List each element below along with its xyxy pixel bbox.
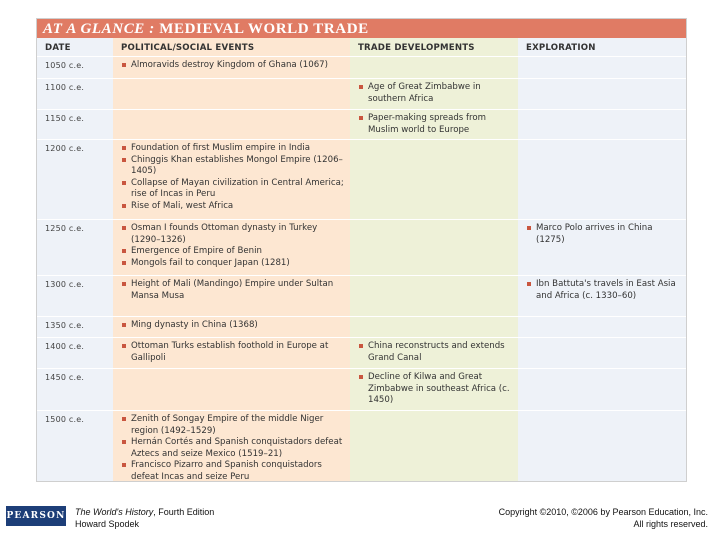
- rights-text: All rights reserved.: [633, 519, 708, 529]
- event-item: [121, 246, 346, 258]
- political-cell: [113, 317, 350, 338]
- bullet-icon: [122, 63, 126, 67]
- table-body: [37, 57, 686, 483]
- exploration-cell: [518, 57, 686, 79]
- table-row: [37, 79, 686, 110]
- event-item: [358, 113, 514, 136]
- political-cell: [113, 110, 350, 140]
- event-item: [121, 178, 346, 201]
- event-item: [358, 341, 514, 364]
- bullet-icon: [359, 344, 363, 348]
- political-cell: [113, 276, 350, 317]
- event-text: Ottoman Turks establish foothold in Europe at Gallipoli: [131, 341, 329, 363]
- date-value: 1100 c.e.: [45, 83, 85, 92]
- bullet-icon: [122, 440, 126, 444]
- event-text: Foundation of first Muslim empire in India: [131, 143, 310, 153]
- author: Howard Spodek: [75, 519, 140, 529]
- bullet-icon: [359, 116, 363, 120]
- bullet-icon: [359, 375, 363, 379]
- date-cell: [37, 110, 113, 140]
- bullet-icon: [122, 261, 126, 265]
- trade-cell: [350, 411, 518, 483]
- event-text: Emergence of Empire of Benin: [131, 246, 262, 256]
- political-cell: [113, 338, 350, 369]
- header-political: POLITICAL/SOCIAL EVENTS: [113, 38, 350, 57]
- pearson-logo: PEARSON: [6, 506, 66, 526]
- date-value: 1500 c.e.: [45, 415, 85, 424]
- event-text: Paper-making spreads from Muslim world to Europe: [368, 113, 487, 135]
- title-lead: AT A GLANCE :: [43, 21, 155, 37]
- bullet-icon: [122, 158, 126, 162]
- event-item: [121, 460, 346, 482]
- event-item: [526, 223, 682, 246]
- event-item: [121, 155, 346, 178]
- exploration-cell: [518, 110, 686, 140]
- bullet-icon: [527, 282, 531, 286]
- date-value: 1300 c.e.: [45, 280, 85, 289]
- event-item: [121, 201, 346, 213]
- table-row: [37, 110, 686, 140]
- table-row: [37, 220, 686, 276]
- bullet-icon: [122, 204, 126, 208]
- event-text: Ibn Battuta's travels in East Asia and Africa (c. 1330–60): [536, 279, 676, 301]
- table-row: [37, 140, 686, 220]
- table-row: [37, 369, 686, 411]
- header-trade: TRADE DEVELOPMENTS: [350, 38, 518, 57]
- date-cell: [37, 411, 113, 483]
- bullet-icon: [122, 463, 126, 467]
- exploration-cell: [518, 369, 686, 411]
- event-item: [526, 279, 682, 302]
- bullet-icon: [122, 226, 126, 230]
- event-text: Decline of Kilwa and Great Zimbabwe in southeast Africa (c. 1450): [368, 372, 510, 405]
- bullet-icon: [122, 249, 126, 253]
- date-value: 1450 c.e.: [45, 373, 85, 382]
- date-cell: [37, 79, 113, 110]
- event-item: [121, 60, 346, 72]
- exploration-cell: [518, 140, 686, 220]
- date-cell: [37, 317, 113, 338]
- header-date: DATE: [37, 38, 113, 57]
- bullet-icon: [359, 85, 363, 89]
- event-item: [121, 223, 346, 246]
- event-text: Rise of Mali, west Africa: [131, 200, 234, 211]
- event-text: Marco Polo arrives in China (1275): [536, 223, 653, 245]
- copyright-text: Copyright ©2010, ©2006 by Pearson Education, Inc.: [498, 507, 708, 517]
- event-text: Almoravids destroy Kingdom of Ghana (1067): [131, 60, 328, 70]
- event-item: [121, 258, 346, 270]
- table-row: [37, 338, 686, 369]
- event-item: [358, 82, 514, 105]
- event-text: Zenith of Songay Empire of the middle Niger region (1492–1529): [131, 414, 324, 436]
- exploration-cell: [518, 220, 686, 276]
- title-main: MEDIEVAL WORLD TRADE: [159, 21, 369, 37]
- table-row: [37, 317, 686, 338]
- trade-cell: [350, 276, 518, 317]
- exploration-cell: [518, 338, 686, 369]
- table-row: [37, 276, 686, 317]
- table-row: [37, 411, 686, 483]
- event-text: Hernán Cortés and Spanish conquistadors defeat Aztecs and seize Mexico (1519–21): [131, 437, 343, 459]
- political-cell: [113, 411, 350, 483]
- trade-cell: [350, 317, 518, 338]
- trade-table: [37, 38, 686, 482]
- book-edition: , Fourth Edition: [153, 507, 215, 517]
- trade-cell: [350, 57, 518, 79]
- exploration-cell: [518, 411, 686, 483]
- exploration-cell: [518, 79, 686, 110]
- event-item: [121, 341, 346, 364]
- footer-copyright: [499, 506, 708, 530]
- political-cell: [113, 220, 350, 276]
- event-text: Francisco Pizarro and Spanish conquistadors defeat Incas and seize Peru: [131, 460, 322, 482]
- date-value: 1150 c.e.: [45, 114, 85, 123]
- exploration-cell: [518, 276, 686, 317]
- bullet-icon: [122, 146, 126, 150]
- bullet-icon: [122, 417, 126, 421]
- bullet-icon: [527, 226, 531, 230]
- table-row: [37, 57, 686, 79]
- trade-cell: [350, 140, 518, 220]
- title-bar: [37, 19, 686, 38]
- event-item: [358, 372, 514, 407]
- date-value: 1250 c.e.: [45, 224, 85, 233]
- event-text: Mongols fail to conquer Japan (1281): [131, 257, 290, 268]
- bullet-icon: [122, 344, 126, 348]
- event-item: [121, 437, 346, 460]
- event-text: Age of Great Zimbabwe in southern Africa: [368, 82, 481, 104]
- trade-cell: [350, 220, 518, 276]
- trade-cell: [350, 110, 518, 140]
- trade-cell: [350, 338, 518, 369]
- political-cell: [113, 57, 350, 79]
- date-value: 1400 c.e.: [45, 342, 85, 351]
- event-text: China reconstructs and extends Grand Canal: [368, 341, 505, 363]
- date-cell: [37, 220, 113, 276]
- event-text: Chinggis Khan establishes Mongol Empire (1206–1405): [131, 154, 343, 176]
- date-value: 1350 c.e.: [45, 321, 85, 330]
- header-row: [37, 38, 686, 57]
- footer-citation: [75, 506, 214, 530]
- date-cell: [37, 140, 113, 220]
- event-text: Ming dynasty in China (1368): [131, 320, 258, 330]
- event-text: Collapse of Mayan civilization in Central America; rise of Incas in Peru: [131, 177, 344, 199]
- date-value: 1050 c.e.: [45, 61, 85, 70]
- date-cell: [37, 369, 113, 411]
- political-cell: [113, 140, 350, 220]
- trade-cell: [350, 369, 518, 411]
- political-cell: [113, 79, 350, 110]
- trade-cell: [350, 79, 518, 110]
- event-text: Height of Mali (Mandingo) Empire under Sultan Mansa Musa: [131, 279, 334, 301]
- exploration-cell: [518, 317, 686, 338]
- event-item: [121, 279, 346, 302]
- bullet-icon: [122, 181, 126, 185]
- book-title: The World's History: [75, 507, 154, 517]
- event-item: [121, 320, 346, 332]
- at-a-glance-panel: [36, 18, 687, 482]
- header-exploration: EXPLORATION: [518, 38, 686, 57]
- bullet-icon: [122, 323, 126, 327]
- event-text: Osman I founds Ottoman dynasty in Turkey (1290–1326): [131, 223, 318, 245]
- date-cell: [37, 57, 113, 79]
- bullet-icon: [122, 282, 126, 286]
- event-item: [121, 143, 346, 155]
- date-cell: [37, 276, 113, 317]
- date-value: 1200 c.e.: [45, 144, 85, 153]
- date-cell: [37, 338, 113, 369]
- event-item: [121, 414, 346, 437]
- political-cell: [113, 369, 350, 411]
